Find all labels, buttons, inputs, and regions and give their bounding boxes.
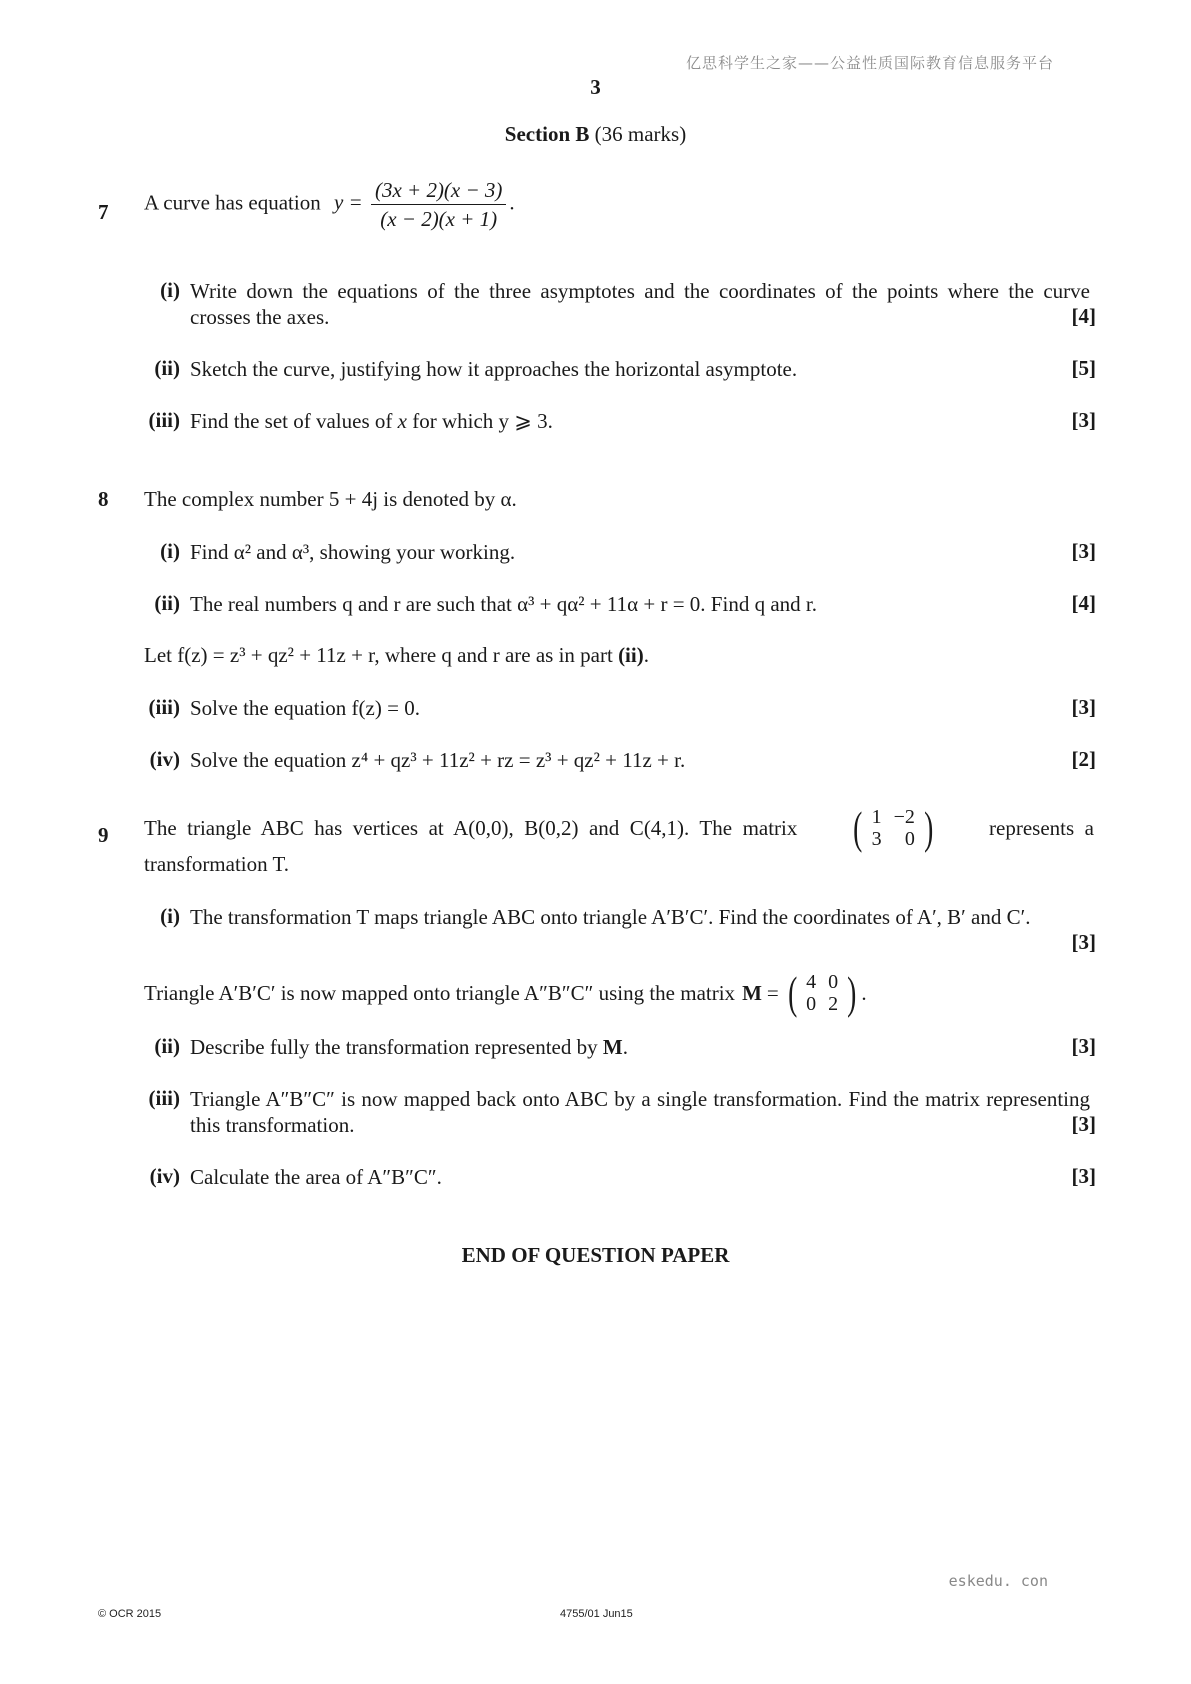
q8-let-text: Let f(z) = z³ + qz² + 11z + r, where q and r are as in part [144,643,619,667]
q7-part-ii-marks: [5] [1071,356,1096,380]
q9-mapped-statement: Triangle A′B′C′ is now mapped onto triangle A″B″C″ using the matrix M = ( 4 0 0 2 ) . [144,967,867,1018]
q7-part-i-label: (i) [160,278,180,302]
fraction-denominator: (x − 2)(x + 1) [380,207,498,231]
q9-mapped-text: Triangle A′B′C′ is now mapped onto triangle A″B″C″ using the matrix [144,980,736,1005]
end-of-paper: END OF QUESTION PAPER [461,1243,730,1267]
section-heading [0,122,1191,147]
q9-part-ii-label: (ii) [154,1034,180,1058]
q7-part-ii-text: Sketch the curve, justifying how it approaches the horizontal asymptote. [190,357,798,381]
watermark-footer: eskedu. con [948,1572,1048,1590]
q9-intro-c: transformation T. [144,852,290,876]
q7-part-ii-label: (ii) [154,356,180,380]
q9-part-iv-marks: [3] [1071,1164,1096,1188]
q9-intro-a: The triangle ABC has vertices at A(0,0), B(0,2) and C(4,1). The matrix [144,815,798,840]
q7-part-iii-marks: [3] [1071,408,1096,432]
q8-part-iv-text: Solve the equation z⁴ + qz³ + 11z² + rz = z³ + qz² + 11z + r. [190,748,686,772]
matrix-t-cell: 0 [904,828,915,850]
section-title: Section B [504,122,590,146]
question-9-number: 9 [98,823,109,847]
matrix-t-cell: −2 [893,806,915,828]
matrix-m-cell: 0 [828,971,839,993]
q9-intro-b: represents a [989,815,1094,840]
q8-let-end: . [643,643,649,667]
q9-part-ii-text-main: Describe fully the transformation represented by [190,1035,603,1059]
q9-part-ii-marks: [3] [1071,1034,1096,1058]
paper-code: 4755/01 Jun15 [560,1608,633,1620]
q9-part-i-label: (i) [160,904,180,928]
fraction-numerator: (3x + 2)(x − 3) [371,178,506,205]
matrix-t-cell: 1 [871,806,882,828]
q8-let-statement [144,643,1094,668]
q8-let-ref: (ii) [618,643,644,667]
matrix-t-cell: 3 [871,828,882,850]
question-7-intro: A curve has equation [144,190,321,215]
matrix-t: ( 1 −2 3 0 ) [853,802,934,853]
equation-y: y = [333,190,363,215]
q7-part-i-marks: [4] [1071,304,1096,328]
matrix-m-label: M [742,980,762,1005]
q8-part-i-marks: [3] [1071,539,1096,563]
q7-part-iii-text-a: Find the set of values of [190,409,398,433]
q8-part-iii-text: Solve the equation f(z) = 0. [190,696,420,720]
q9-part-iii-marks: [3] [1071,1112,1096,1136]
q9-part-iv-text: Calculate the area of A″B″C″. [190,1165,442,1189]
matrix-m-cell: 4 [806,971,817,993]
question-9-intro [144,802,1094,853]
question-7-stem: A curve has equation y = $\frac{(3x + 2)(x - 3)}{(x - 2)(x + 1)}$ . [144,178,515,231]
q8-part-iv-label: (iv) [149,747,180,771]
page-number: 3 [590,75,601,99]
matrix-m-cell: 0 [806,993,817,1015]
q8-part-iii-label: (iii) [148,695,180,719]
q7-part-iii-var: x [397,409,407,433]
q8-part-i-label: (i) [160,539,180,563]
question-7-number: 7 [98,200,109,224]
curve-fraction [371,178,506,231]
q9-part-iii-label: (iii) [148,1086,180,1110]
q7-part-iii-text-b: for which y ⩾ 3. [406,409,553,433]
q9-part-ii-bold: M [602,1035,623,1059]
q8-part-ii-marks: [4] [1071,591,1096,615]
q8-part-i-text: Find α² and α³, showing your working. [190,540,516,564]
matrix-m: ( 4 0 0 2 ) [787,967,857,1018]
q9-part-iii-text: Triangle A″B″C″ is now mapped back onto ABC by a single transformation. Find the matrix representing this transformation. [190,1087,1090,1137]
q9-part-iv-label: (iv) [149,1164,180,1188]
q9-part-i-text: The transformation T maps triangle ABC onto triangle A′B′C′. Find the coordinates of A′, B′ and C′. [190,905,1031,929]
q7-part-iii-label: (iii) [148,408,180,432]
watermark-header: 亿思科学生之家——公益性质国际教育信息服务平台 [685,54,1054,72]
q8-part-ii-text: The real numbers q and r are such that α³ + qα² + 11α + r = 0. Find q and r. [190,592,817,616]
q9-part-ii-text [190,1034,1090,1060]
question-8-intro: The complex number 5 + 4j is denoted by α. [144,487,517,511]
q8-part-ii-label: (ii) [154,591,180,615]
q7-part-i-text: Write down the equations of the three asymptotes and the coordinates of the points where the curve crosses the axes. [190,279,1090,329]
q9-part-i-marks: [3] [1071,930,1096,954]
question-8-number: 8 [98,487,109,511]
q8-part-iv-marks: [2] [1071,747,1096,771]
q8-part-iii-marks: [3] [1071,695,1096,719]
matrix-m-cell: 2 [828,993,839,1015]
q9-part-ii-end: . [622,1035,628,1059]
section-marks: (36 marks) [594,122,687,146]
q7-part-iii-text [190,408,1090,434]
copyright: © OCR 2015 [98,1608,162,1620]
